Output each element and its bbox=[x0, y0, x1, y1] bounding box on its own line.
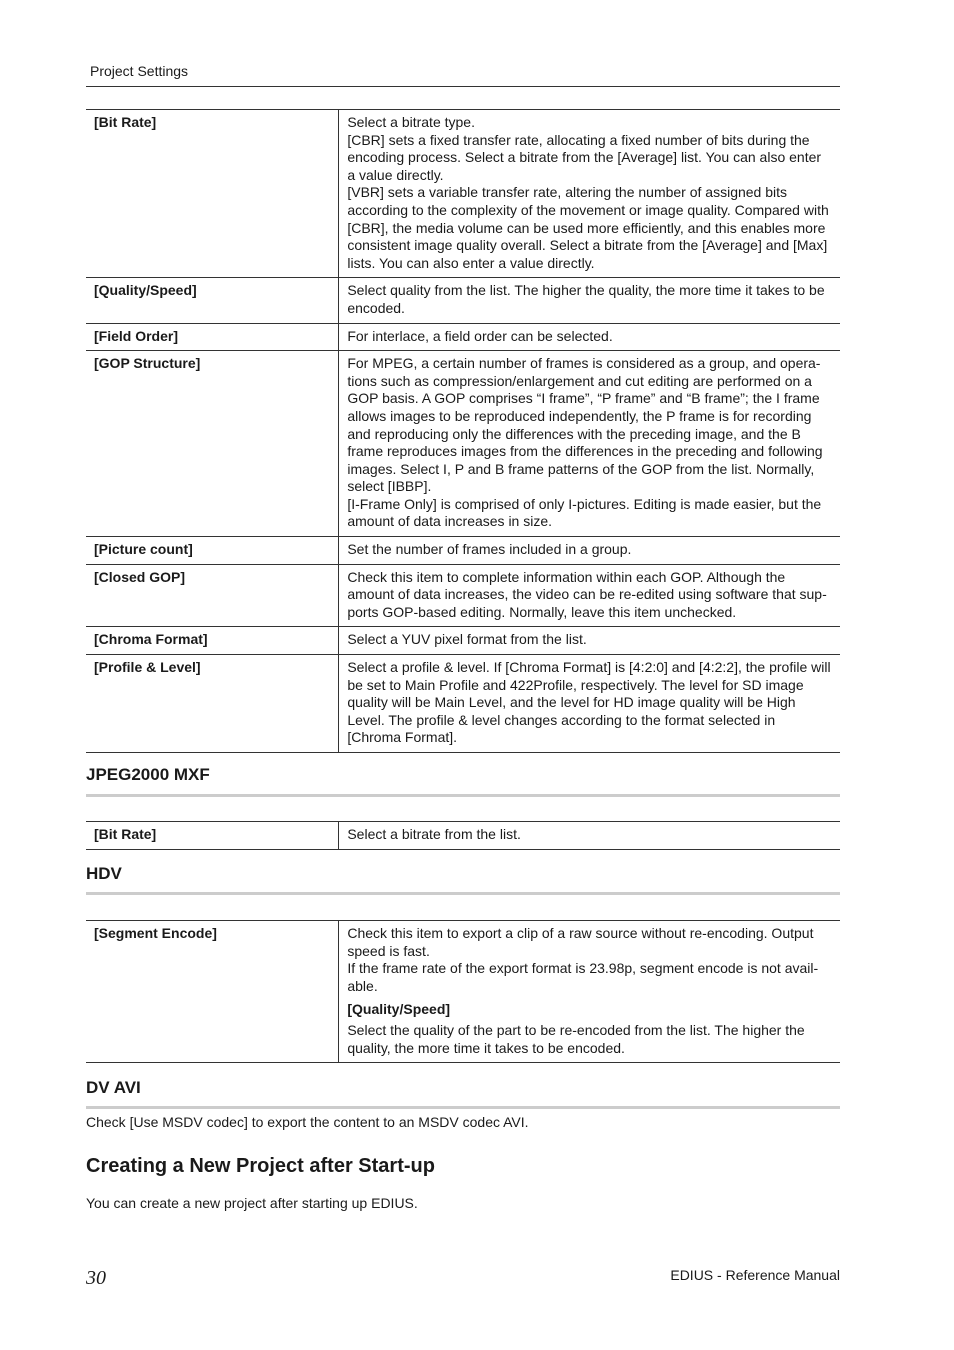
description-line: [VBR] sets a variable transfer rate, altering the number of assigned bits according to the complexity of the movement or image quality. Compared with [CBR], the media volume can be used more efficiently, and this enables more consistent image quality overall. Select a bitrate from the [Average] and [Max] lists. You can also enter a value directly. bbox=[347, 184, 829, 271]
description-line: Select a profile & level. If [Chroma Format] is [4:2:0] and [4:2:2], the profile will be set to Main Profile and 422Profile, respectively. The level for SD image quality will be Main Level, and the level for HD image quality will be High Level. The profile & level changes according to the format selected in [Chroma Format]. bbox=[347, 659, 831, 746]
jpeg2000-settings-table bbox=[86, 821, 840, 850]
section-divider bbox=[86, 892, 840, 895]
manual-title: EDIUS - Reference Manual bbox=[670, 1267, 840, 1283]
setting-name: [Chroma Format] bbox=[86, 627, 339, 655]
table-row bbox=[86, 822, 840, 850]
sub-setting-name: [Quality/Speed] bbox=[347, 1001, 451, 1018]
description-line: Select a bitrate from the list. bbox=[347, 826, 521, 842]
setting-name: [Segment Encode] bbox=[86, 921, 339, 1063]
setting-description bbox=[339, 537, 840, 565]
setting-name: [Field Order] bbox=[86, 323, 339, 351]
new-project-description: You can create a new project after starting up EDIUS. bbox=[86, 1195, 418, 1211]
setting-description bbox=[339, 564, 840, 627]
setting-name: [GOP Structure] bbox=[86, 351, 339, 537]
description-line: [CBR] sets a fixed transfer rate, allocating a fixed number of bits during the encoding process. Select a bitrate from the [Average] list. You can also enter a value directly. bbox=[347, 131, 822, 183]
description-line: For MPEG, a certain number of frames is considered as a group, and opera-tions such as compression/enlargement and cut editing are performed on a GOP basis. A GOP comprises “I frame”, “P frame” and “B frame”; the I frame allows images to be reproduced independently, the P frame is for recording and reproducing only the differences with the preceding image, and the B frame reproduces images from the differences in the preceding and following images. Select I, P and B frame patterns of the GOP from the list. Normally, select [IBBP]. bbox=[347, 355, 823, 495]
section-title-dvavi: DV AVI bbox=[86, 1078, 141, 1097]
setting-name: [Profile & Level] bbox=[86, 655, 339, 753]
setting-name: [Closed GOP] bbox=[86, 564, 339, 627]
setting-description bbox=[339, 351, 840, 537]
setting-name: [Bit Rate] bbox=[86, 110, 339, 278]
mpeg-settings-table bbox=[86, 109, 840, 753]
hdv-settings-table bbox=[86, 920, 840, 1063]
description-line: Select a YUV pixel format from the list. bbox=[347, 631, 587, 648]
header-rule bbox=[86, 86, 840, 87]
setting-name: [Quality/Speed] bbox=[86, 278, 339, 323]
section-divider bbox=[86, 1106, 840, 1109]
table-row bbox=[86, 564, 840, 627]
setting-description bbox=[339, 278, 840, 323]
setting-name: [Bit Rate] bbox=[86, 822, 339, 850]
table-row bbox=[86, 921, 840, 1063]
description-line: Select quality from the list. The higher the quality, the more time it takes to be encoded. bbox=[347, 282, 825, 316]
setting-description bbox=[339, 822, 840, 850]
description-line: Check this item to complete information within each GOP. Although the amount of data increases, the video can be re-edited using software that sup-ports GOP-based editing. Normally, leave this item unchecked. bbox=[347, 568, 827, 620]
dvavi-description: Check [Use MSDV codec] to export the content to an MSDV codec AVI. bbox=[86, 1114, 529, 1130]
setting-description bbox=[339, 655, 840, 753]
table-row bbox=[86, 278, 840, 323]
table-row bbox=[86, 537, 840, 565]
table-row bbox=[86, 655, 840, 753]
description-line: [I-Frame Only] is comprised of only I-pictures. Editing is made easier, but the amount of data increases in size. bbox=[347, 495, 822, 530]
setting-description bbox=[339, 921, 840, 1063]
section-title-hdv: HDV bbox=[86, 864, 122, 883]
description-line: Select a bitrate type. bbox=[347, 114, 475, 130]
table-row bbox=[86, 110, 840, 278]
setting-description bbox=[339, 627, 840, 655]
description-line: For interlace, a field order can be selected. bbox=[347, 327, 613, 344]
description-line: If the frame rate of the export format is 23.98p, segment encode is not avail-able. bbox=[347, 960, 819, 994]
running-header: Project Settings bbox=[90, 63, 189, 79]
description-line: Check this item to export a clip of a raw source without re-encoding. Output speed is fast. bbox=[347, 925, 814, 959]
section-divider bbox=[86, 794, 840, 797]
description-line: Set the number of frames included in a group. bbox=[347, 541, 632, 558]
setting-name: [Picture count] bbox=[86, 537, 339, 565]
chapter-heading: Creating a New Project after Start-up bbox=[86, 1155, 435, 1177]
setting-description bbox=[339, 323, 840, 351]
table-row bbox=[86, 323, 840, 351]
setting-description bbox=[339, 110, 840, 278]
table-row bbox=[86, 351, 840, 537]
page-number: 30 bbox=[86, 1267, 106, 1289]
table-row bbox=[86, 627, 840, 655]
sub-setting-description: Select the quality of the part to be re-encoded from the list. The higher the quality, the more time it takes to be encoded. bbox=[347, 1021, 805, 1056]
section-title-jpeg2000: JPEG2000 MXF bbox=[86, 765, 210, 784]
